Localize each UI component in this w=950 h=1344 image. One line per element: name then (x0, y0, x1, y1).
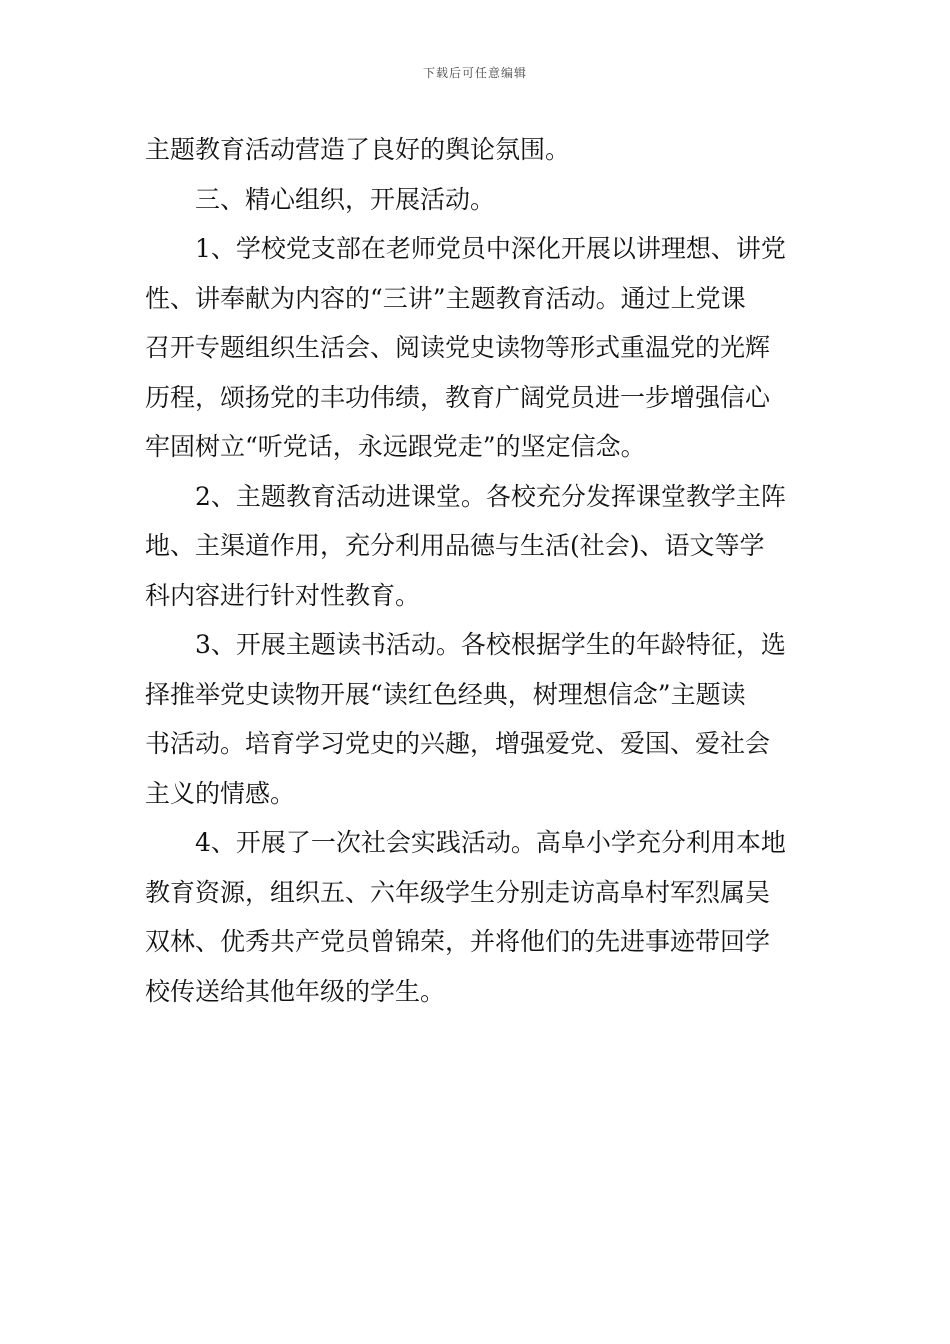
text-line: 科内容进行针对性教育。 (145, 580, 421, 610)
text-line: 书活动。培育学习党史的兴趣，增强爱党、爱国、爱社会 (145, 729, 771, 758)
text-line: 主义的情感。 (145, 778, 296, 808)
text-line: 1、学校党支部在老师党员中深化开展以讲理想、讲党 (195, 234, 786, 263)
text-line: 4、开展了一次社会实践活动。高阜小学充分利用本地 (195, 828, 786, 857)
text-line: 择推举党史读物开展“读红色经典，树理想信念”主题读 (145, 679, 746, 709)
text-line: 牢固树立“听党话，永远跟党走”的坚定信念。 (145, 432, 646, 461)
text-line: 双林、优秀共产党员曾锦荣，并将他们的先进事迹带回学 (145, 927, 771, 956)
text-line: 2、主题教育活动进课堂。各校充分发挥课堂教学主阵 (195, 481, 786, 511)
text-line: 历程，颂扬党的丰功伟绩，教育广阔党员进一步增强信心 (145, 382, 771, 412)
text-line: 召开专题组织生活会、阅读党史读物等形式重温党的光辉 (145, 333, 771, 362)
text-line: 3、开展主题读书活动。各校根据学生的年龄特征，选 (195, 630, 786, 659)
text-line: 性、讲奉献为内容的“三讲”主题教育活动。通过上党课 (145, 283, 746, 313)
text-line: 校传送给其他年级的学生。 (145, 976, 446, 1006)
text-line: 教育资源，组织五、六年级学生分别走访高阜村军烈属吴 (145, 877, 771, 907)
text-line: 三、精心组织，开展活动。 (195, 184, 496, 214)
page-header-note: 下载后可任意编辑 (422, 66, 527, 80)
text-line: 地、主渠道作用，充分利用品德与生活(社会)、语文等学 (145, 531, 765, 560)
document-body (145, 125, 810, 1016)
text-line: 主题教育活动营造了良好的舆论氛围。 (145, 135, 571, 164)
